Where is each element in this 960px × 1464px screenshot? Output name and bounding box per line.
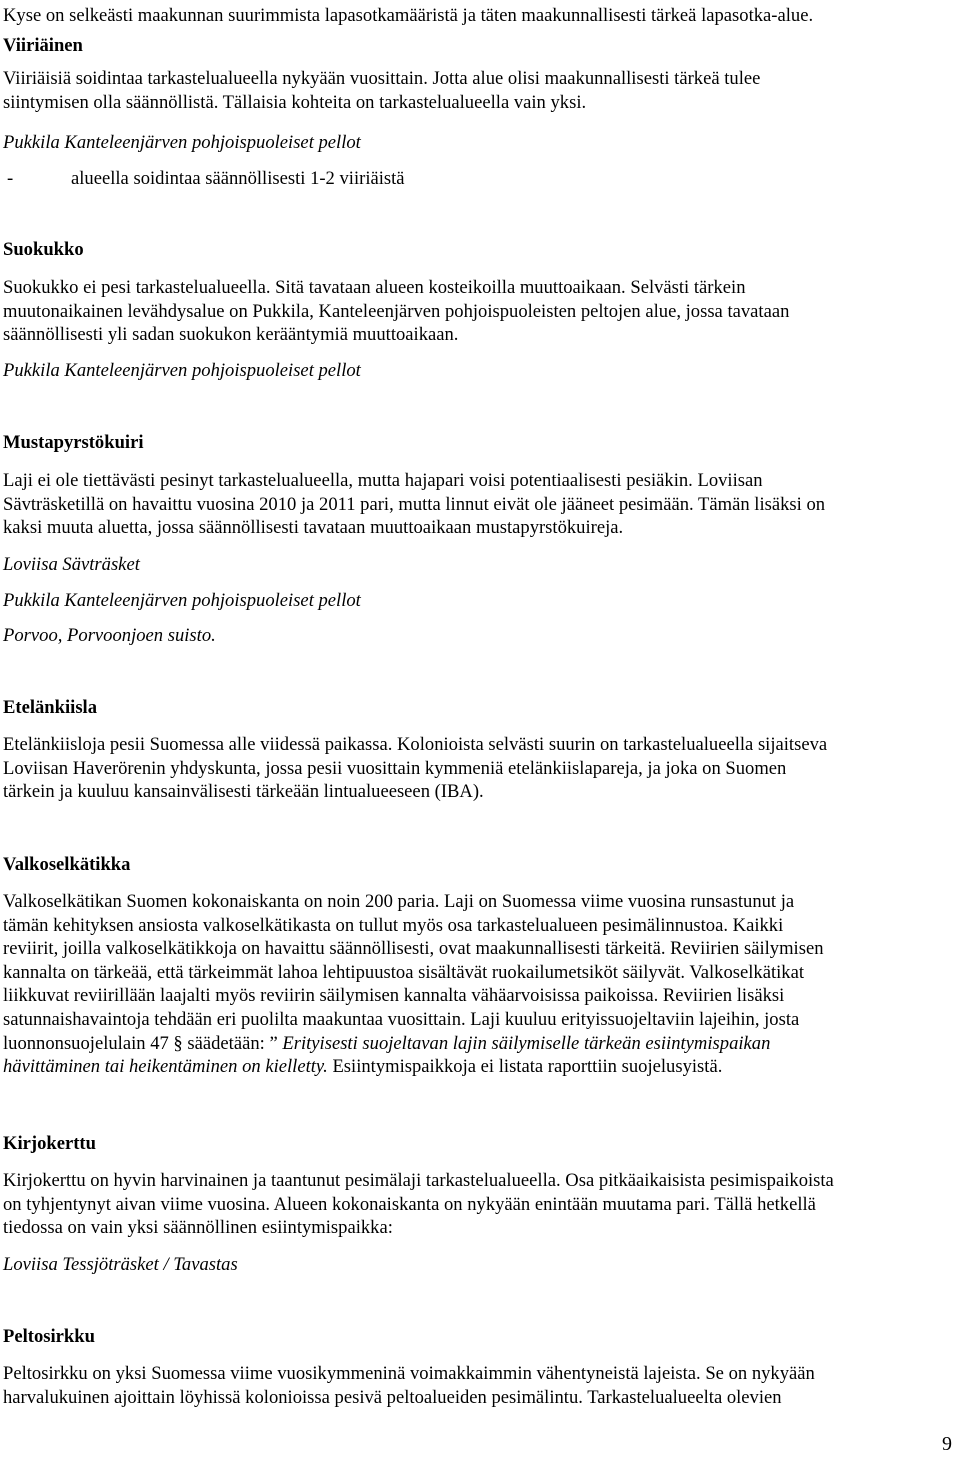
page-number: 9 [942, 1433, 952, 1455]
site-name: Pukkila Kanteleenjärven pohjoispuoleiset pellot [3, 132, 361, 153]
heading-viiriainen: Viiriäinen [3, 35, 83, 56]
text-line [3, 1032, 954, 1056]
text-span: Esiintymispaikkoja ei listata raporttiin suojelusyistä. [327, 1056, 723, 1078]
site-name: Loviisa Sävträsket [3, 554, 140, 575]
text-line: Loviisan Haverörenin yhdyskunta, jossa pesii vuosittain kymmeniä etelänkiislapareja, ja joka on Suomen [3, 757, 787, 779]
heading-peltosirkku: Peltosirkku [3, 1326, 95, 1347]
text-line: tämän kehityksen ansiosta valkoselkätikasta on tullut myös osa tarkastelualueen pesimälinnustoa. Kaikki [3, 914, 784, 936]
mustapyrstokuiri-paragraph [3, 469, 954, 540]
site-name: Loviisa Tessjöträsket / Tavastas [3, 1254, 238, 1275]
text-line: tärkein ja kuuluu kansainvälisesti tärkeään lintualueeseen (IBA). [3, 781, 484, 803]
heading-etelankiisla: Etelänkiisla [3, 697, 98, 718]
text-line: Kirjokerttu on hyvin harvinainen ja taantunut pesimälaji tarkastelualueella. Osa pitkäaikaisista pesimispaikoista [3, 1170, 834, 1191]
heading-mustapyrstokuiri: Mustapyrstökuiri [3, 432, 144, 453]
etelankiisla-paragraph [3, 733, 954, 804]
text-line: kannalta on tärkeää, että tärkeimmät lahoa lehtipuustoa sisältävät ruokailumetsiköt säilyvät. Valkoselkätikat [3, 961, 805, 983]
text-line: Valkoselkätikan Suomen kokonaiskanta on noin 200 paria. Laji on Suomessa viime vuosina runsastunut ja [3, 891, 795, 912]
site-name: Pukkila Kanteleenjärven pohjoispuoleiset pellot [3, 360, 361, 381]
text-line: harvalukuinen ajoittain löyhissä kolonioissa pesivä peltoalueiden pesimälintu. Tarkastelualueelta olevien [3, 1386, 782, 1408]
text-line: Suokukko ei pesi tarkastelualueella. Sitä tavataan alueen kosteikoilla muuttoaikaan. Selvästi tärkein [3, 277, 746, 298]
suokukko-paragraph [3, 276, 954, 347]
viiriainen-paragraph [3, 67, 954, 114]
site-name: Pukkila Kanteleenjärven pohjoispuoleiset pellot [3, 590, 361, 611]
text-line [3, 1055, 954, 1079]
text-line: muutonaikainen levähdysalue on Pukkila, Kanteleenjärven pohjoispuoleisten peltojen alue, jossa tavataan [3, 300, 790, 322]
text-line: Etelänkiisloja pesii Suomessa alle viidessä paikassa. Kolonioista selvästi suurin on tarkastelualueella sijaitseva [3, 734, 828, 755]
text-line: Peltosirkku on yksi Suomessa viime vuosikymmeninä voimakkaimmin vähentyneistä lajeista. Se on nykyään [3, 1363, 815, 1384]
bullet-dash: - [7, 168, 14, 189]
text-span: luonnonsuojelulain 47 § säädetään: ” [3, 1032, 283, 1054]
heading-valkoselkatikka: Valkoselkätikka [3, 854, 131, 875]
quote-italic: Erityisesti suojeltavan lajin säilymiselle tärkeän esiintymispaikan [282, 1032, 771, 1054]
text-line: reviirit, joilla valkoselkätikkoja on havaittu säännöllisesti, ovat maakunnallisesti tärkeitä. Reviirien säilymisen [3, 938, 824, 960]
text-line: liikkuvat reviirillään laajalti myös reviirin säilymisen kannalta vähäarvoisissa paikoissa. Reviirien lisäksi [3, 985, 785, 1007]
quote-italic: hävittäminen tai heikentäminen on kielletty. [3, 1056, 328, 1078]
site-name: Porvoo, Porvoonjoen suisto. [3, 625, 216, 646]
bullet-text: alueella soidintaa säännöllisesti 1-2 viiriäistä [71, 168, 405, 189]
text-line: Sävträsketillä on havaittu vuosina 2010 ja 2011 pari, mutta linnut eivät ole jääneet pesimään. Tämän lisäksi on [3, 493, 826, 515]
text-line: satunnaishavaintoja tehdään eri puolilta maakuntaa vuosittain. Laji kuuluu erityissuojeltaviin lajeihin, josta [3, 1008, 800, 1030]
text-line: siintymisen olla säännöllistä. Tällaisia kohteita on tarkastelualueella vain yksi. [3, 91, 587, 113]
bullet-item [3, 167, 954, 191]
kirjokerttu-paragraph [3, 1169, 954, 1240]
text-line: säännöllisesti yli sadan suokukon kerääntymiä muuttoaikaan. [3, 324, 459, 346]
text-line: on tyhjentynyt aivan viime vuosina. Alueen kokonaiskanta on nykyään enintään muutama pari. Tällä hetkellä [3, 1193, 816, 1215]
heading-kirjokerttu: Kirjokerttu [3, 1133, 96, 1154]
peltosirkku-paragraph [3, 1362, 954, 1409]
valkoselkatikka-paragraph [3, 890, 954, 1079]
text-line: kaksi muuta aluetta, jossa säännöllisesti tavataan muuttoaikaan mustapyrstökuireja. [3, 517, 624, 539]
text-line: Laji ei ole tiettävästi pesinyt tarkastelualueella, mutta hajapari voisi potentiaalisesti pesiäkin. Loviisan [3, 470, 763, 491]
text-line: Viiriäisiä soidintaa tarkastelualueella nykyään vuosittain. Jotta alue olisi maakunnallisesti tärkeä tulee [3, 68, 761, 89]
text-line: tiedossa on vain yksi säännöllinen esiintymispaikka: [3, 1217, 393, 1239]
heading-suokukko: Suokukko [3, 239, 84, 260]
intro-paragraph: Kyse on selkeästi maakunnan suurimmista lapasotkamääristä ja täten maakunnallisesti tärkeä lapasotka-alue. [3, 5, 814, 26]
